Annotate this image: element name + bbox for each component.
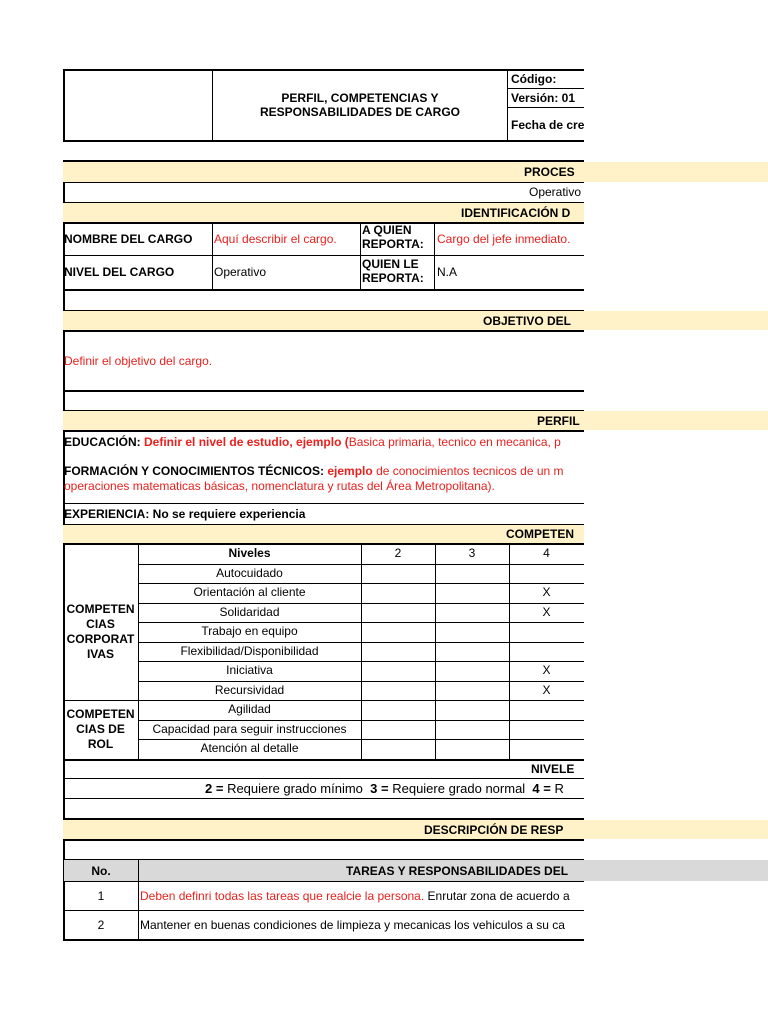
proceso-value: Operativo: [529, 185, 582, 199]
legend-4-text: R: [554, 781, 564, 796]
document-title-line2: RESPONSABILIDADES DE CARGO: [259, 105, 461, 119]
proceso-title: PROCES: [524, 165, 575, 179]
niveles-legend: [205, 782, 564, 796]
competencias-rol-label: ROL: [87, 736, 114, 751]
identificacion-title: IDENTIFICACIÓN D: [461, 206, 571, 220]
level-header-4: 4: [543, 546, 550, 560]
legend-3-num: 3 =: [370, 781, 389, 796]
competencia-name: Iniciativa: [226, 663, 273, 677]
table-grid-line: [361, 544, 362, 759]
competencias-corporativas-label: IVAS: [86, 646, 115, 661]
quien-le-reporta-value[interactable]: N.A: [437, 265, 458, 279]
competencias-rol-label: COMPETEN: [66, 706, 135, 721]
niveles-title: NIVELE: [531, 762, 575, 776]
tareas-overflow-band: [584, 860, 768, 881]
competencia-mark[interactable]: X: [542, 663, 551, 677]
competencia-name: Autocuidado: [216, 565, 283, 580]
competencia-mark[interactable]: X: [542, 585, 551, 599]
competencia-name: Flexibilidad/Disponibilidad: [180, 643, 319, 658]
tarea-text[interactable]: [140, 889, 570, 903]
table-grid-line: [509, 544, 510, 759]
nivel-cargo-label: NIVEL DEL CARGO: [64, 265, 175, 279]
fecha-label: Fecha de cre: [511, 118, 585, 132]
tarea-text[interactable]: [140, 918, 565, 932]
educacion-line: [64, 435, 561, 449]
legend-3-text: Requiere grado normal: [392, 781, 526, 796]
competencia-name: Capacidad para seguir instrucciones: [152, 721, 347, 736]
formacion-line2: operaciones matematicas básicas, nomenclatura y rutas del Área Metropolitana).: [64, 479, 495, 493]
legend-2-text: Requiere grado mínimo: [227, 781, 363, 796]
competencia-name: Recursividad: [214, 682, 285, 697]
quien-le-reporta-label-2: REPORTA:: [362, 271, 424, 285]
table-grid-line: [435, 544, 436, 759]
experiencia-text: EXPERIENCIA: No se requiere experiencia: [64, 507, 306, 521]
a-quien-reporta-label-2: REPORTA:: [362, 237, 424, 251]
version-label: Versión: 01: [511, 91, 576, 105]
perfil-title: PERFIL: [537, 414, 580, 428]
tarea-number: 1: [97, 889, 105, 903]
level-header-3: 3: [468, 546, 476, 560]
tarea-text-body: Mantener en buenas condiciones de limpieza y mecanicas los vehiculos a su ca: [140, 918, 565, 932]
competencia-mark[interactable]: X: [542, 682, 551, 697]
tarea-number: 2: [97, 918, 105, 932]
competencias-corporativas-label: COMPETEN: [66, 601, 135, 616]
logo-cell: [64, 70, 212, 141]
educacion-label: EDUCACIÓN:: [64, 435, 141, 449]
competencias-corporativas-label: CORPORAT: [66, 631, 135, 646]
proceso-overflow-band: [584, 162, 768, 182]
competencia-name: Agilidad: [228, 702, 271, 716]
col-tareas-header: TAREAS Y RESPONSABILIDADES DEL: [346, 864, 569, 878]
nivel-cargo-value[interactable]: Operativo: [214, 265, 267, 279]
competencia-name: Orientación al cliente: [193, 585, 306, 599]
competencias-corporativas-label: CIAS: [86, 616, 115, 631]
formacion-red: de conocimientos tecnicos de un m: [376, 464, 564, 478]
tarea-text-red: Deben definri todas las tareas que realcie la persona.: [140, 889, 425, 903]
competencias-rol-label: CIAS DE: [76, 721, 125, 736]
perfil-overflow-band: [584, 411, 768, 430]
formacion-label: FORMACIÓN Y CONOCIMIENTOS TÉCNICOS:: [64, 464, 325, 478]
objetivo-overflow-band: [584, 311, 768, 330]
col-no-header: No.: [91, 864, 111, 878]
legend-2-num: 2 =: [205, 781, 224, 796]
competencia-name: Trabajo en equipo: [201, 624, 298, 638]
tarea-text-body: Enrutar zona de acuerdo a: [424, 889, 570, 903]
competencias-title: COMPETEN: [506, 527, 575, 541]
objetivo-title: OBJETIVO DEL: [483, 314, 572, 328]
competencia-name: Solidaridad: [219, 604, 280, 619]
educacion-red: Definir el nivel de estudio, ejemplo (: [144, 435, 349, 449]
responsabilidades-title: DESCRIPCIÓN DE RESP: [424, 823, 564, 837]
level-header-2: 2: [394, 546, 402, 560]
educacion-red-rest: Basica primaria, tecnico en mecanica, p: [348, 435, 561, 449]
formacion-line: [64, 464, 564, 478]
formacion-red-bold: ejemplo: [327, 464, 373, 478]
quien-le-reporta-label-1: QUIEN LE: [362, 257, 419, 271]
a-quien-reporta-label-1: A QUIEN: [362, 223, 412, 237]
legend-4-num: 4 =: [532, 781, 551, 796]
niveles-header: Niveles: [228, 546, 271, 560]
nombre-cargo-label: NOMBRE DEL CARGO: [64, 232, 193, 246]
objetivo-text[interactable]: Definir el objetivo del cargo.: [64, 354, 213, 368]
a-quien-reporta-value[interactable]: Cargo del jefe inmediato.: [437, 232, 571, 246]
codigo-label: Código:: [511, 72, 557, 86]
competencia-mark[interactable]: X: [542, 604, 551, 619]
nombre-cargo-value[interactable]: Aquí describir el cargo.: [214, 232, 337, 246]
competencia-name: Atención al detalle: [200, 741, 299, 755]
responsabilidades-overflow-band: [584, 820, 768, 839]
document-title-line1: PERFIL, COMPETENCIAS Y: [281, 91, 439, 105]
